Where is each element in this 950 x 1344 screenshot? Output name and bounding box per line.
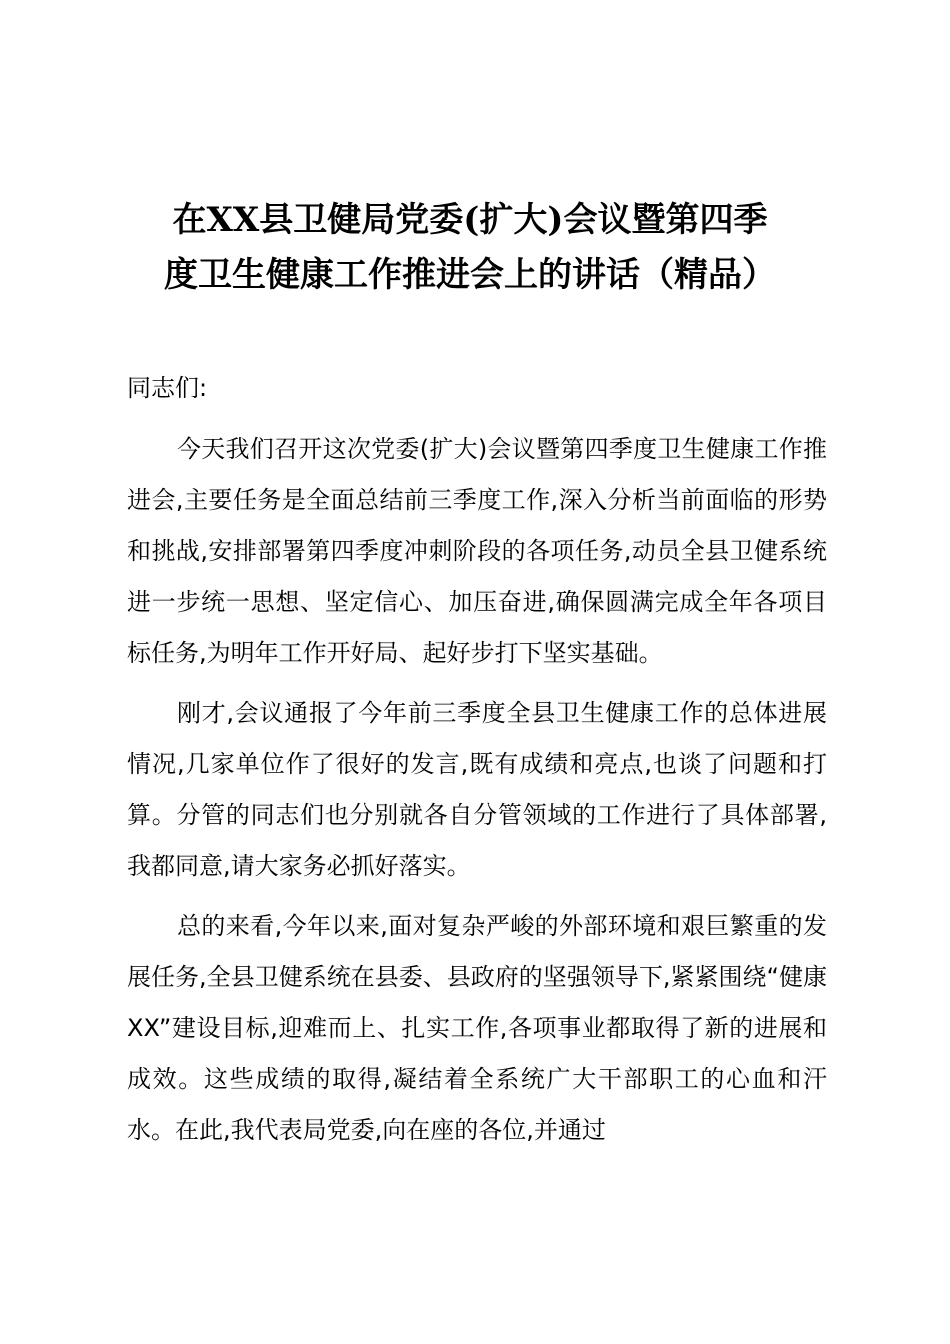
salutation: 同志们: bbox=[127, 374, 208, 402]
title-line-1: 在XX县卫健局党委(扩大)会议暨第四季 bbox=[172, 200, 768, 240]
document-body bbox=[127, 363, 827, 1165]
document-title bbox=[120, 193, 820, 303]
paragraph-3: 总的来看,今年以来,面对复杂严峻的外部环境和艰巨繁重的发展任务,全县卫健系统在县委、县政府的坚强领导下,紧紧围绕“健康XX”建设目标,迎难而上、扎实工作,各项事业都取得了新的进展和成效。这些成绩的取得,凝结着全系统广大干部职工的心血和汗水。在此,我代表局党委,向在座的各位,并通过 bbox=[127, 912, 827, 1144]
paragraph-1: 今天我们召开这次党委(扩大)会议暨第四季度卫生健康工作推进会,主要任务是全面总结前三季度工作,深入分析当前面临的形势和挑战,安排部署第四季度冲刺阶段的各项任务,动员全县卫健系统进一步统一思想、坚定信心、加压奋进,确保圆满完成全年各项目标任务,为明年工作开好局、起好步打下坚实基础。 bbox=[127, 435, 827, 667]
title-line-2: 度卫生健康工作推进会上的讲话（精品） bbox=[164, 255, 776, 295]
paragraph-2: 刚才,会议通报了今年前三季度全县卫生健康工作的总体进展情况,几家单位作了很好的发言,既有成绩和亮点,也谈了问题和打算。分管的同志们也分别就各自分管领域的工作进行了具体部署,我都同意,请大家务必抓好落实。 bbox=[127, 699, 827, 880]
